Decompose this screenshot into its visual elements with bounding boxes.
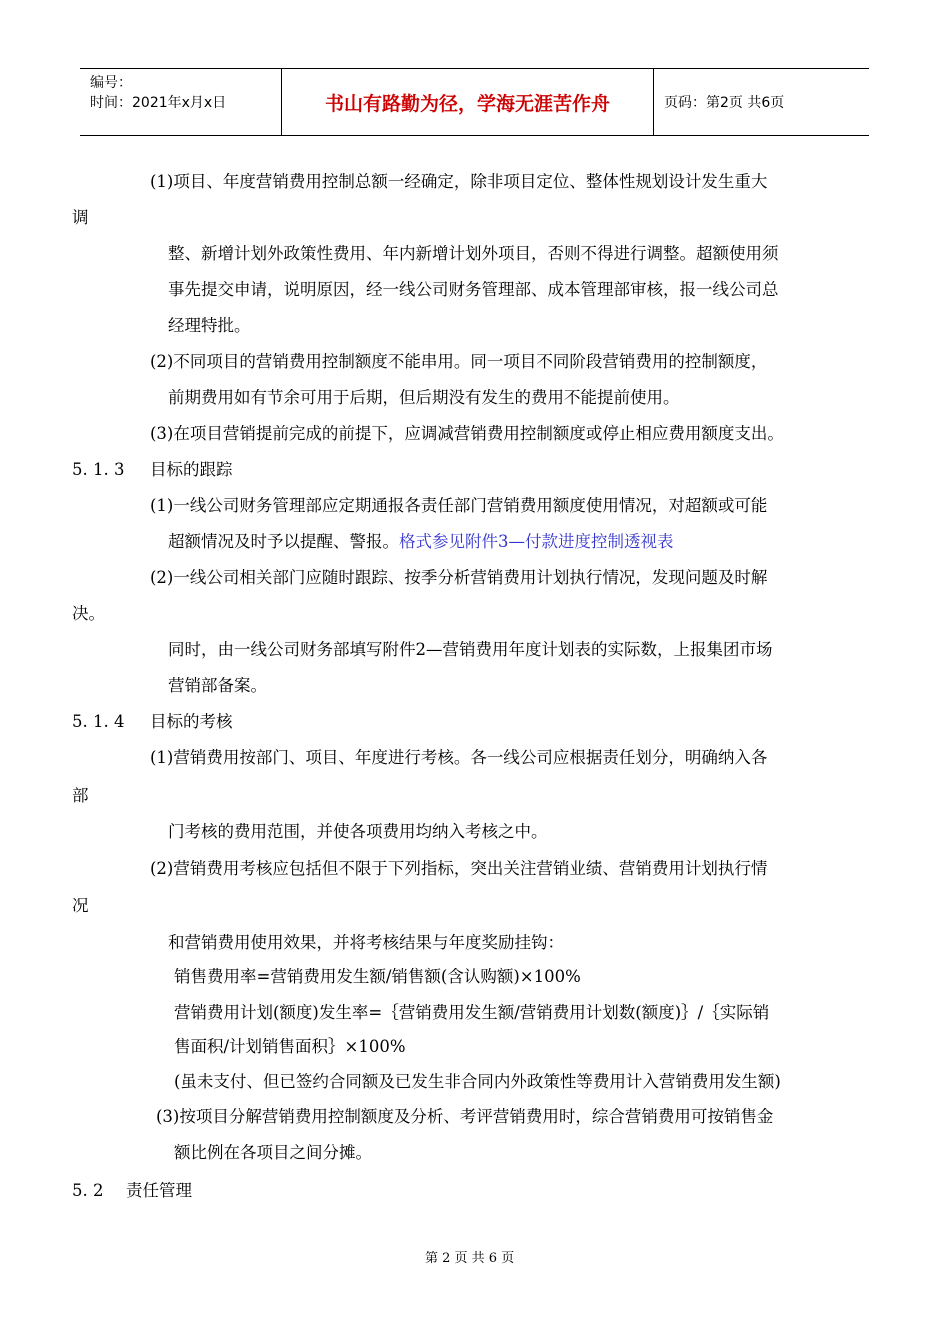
document-time-label: 时间：2021年x月x日 [90,95,227,111]
paragraph-line [168,531,674,553]
paragraph-line: 经理特批。 [168,316,251,335]
header-motto: 书山有路勤为径，学海无涯苦作舟 [282,69,654,135]
paragraph-line: 决。 [72,604,105,623]
paragraph-line: 事先提交申请，说明原因，经一线公司财务管理部、成本管理部审核，报一线公司总 [168,280,779,299]
paragraph-text: 超额情况及时予以提醒、警报。 [168,532,399,551]
paragraph-line: (1)营销费用按部门、项目、年度进行考核。各一线公司应根据责任划分，明确纳入各 [150,748,768,767]
header-meta [80,69,282,135]
paragraph-line: (1)一线公司财务管理部应定期通报各责任部门营销费用额度使用情况，对超额或可能 [150,496,768,515]
section-title: 目标的考核 [150,712,233,731]
attachment-reference-link[interactable]: 格式参见附件3—付款进度控制透视表 [399,532,674,551]
paragraph-line: 部 [72,786,89,805]
page-footer: 第 2 页 共 6 页 [425,1251,515,1266]
header-page-number: 页码：第2页 共6页 [664,95,785,111]
section-title: 责任管理 [126,1181,192,1200]
paragraph-line: 额比例在各项目之间分摊。 [174,1143,372,1162]
section-number: 5. 1. 3 [72,460,125,479]
paragraph-line: 同时，由一线公司财务部填写附件2—营销费用年度计划表的实际数，上报集团市场 [168,640,773,659]
document-number-label: 编号： [90,75,132,91]
paragraph-line: 况 [72,896,89,915]
paragraph-line: (2)营销费用考核应包括但不限于下列指标，突出关注营销业绩、营销费用计划执行情 [150,859,768,878]
paragraph-line: 营销部备案。 [168,676,267,695]
section-title: 目标的跟踪 [150,460,233,479]
paragraph-line: 门考核的费用范围，并使各项费用均纳入考核之中。 [168,822,548,841]
formula-line: 售面积/计划销售面积｝×100% [174,1037,406,1056]
paragraph-line: 和营销费用使用效果，并将考核结果与年度奖励挂钩： [168,933,564,952]
section-number: 5. 2 [72,1181,104,1200]
paragraph-line: 整、新增计划外政策性费用、年内新增计划外项目，否则不得进行调整。超额使用须 [168,244,779,263]
section-number: 5. 1. 4 [72,712,125,731]
paragraph-line: (虽未支付、但已签约合同额及已发生非合同内外政策性等费用计入营销费用发生额) [174,1072,781,1091]
paragraph-line: (3)按项目分解营销费用控制额度及分析、考评营销费用时，综合营销费用可按销售金 [156,1107,774,1126]
paragraph-line: (3)在项目营销提前完成的前提下，应调减营销费用控制额度或停止相应费用额度支出。 [150,424,784,443]
paragraph-line: (1)项目、年度营销费用控制总额一经确定，除非项目定位、整体性规划设计发生重大 [150,172,768,191]
formula-line: 营销费用计划(额度)发生率=｛营销费用发生额/营销费用计划数(额度)｝/｛实际销 [174,1003,770,1022]
paragraph-line: (2)一线公司相关部门应随时跟踪、按季分析营销费用计划执行情况，发现问题及时解 [150,568,768,587]
page-header [80,68,869,136]
paragraph-line: 调 [72,208,89,227]
formula-line: 销售费用率=营销费用发生额/销售额(含认购额)×100% [174,967,581,986]
paragraph-line: 前期费用如有节余可用于后期，但后期没有发生的费用不能提前使用。 [168,388,680,407]
paragraph-line: (2)不同项目的营销费用控制额度不能串用。同一项目不同阶段营销费用的控制额度， [150,352,768,371]
